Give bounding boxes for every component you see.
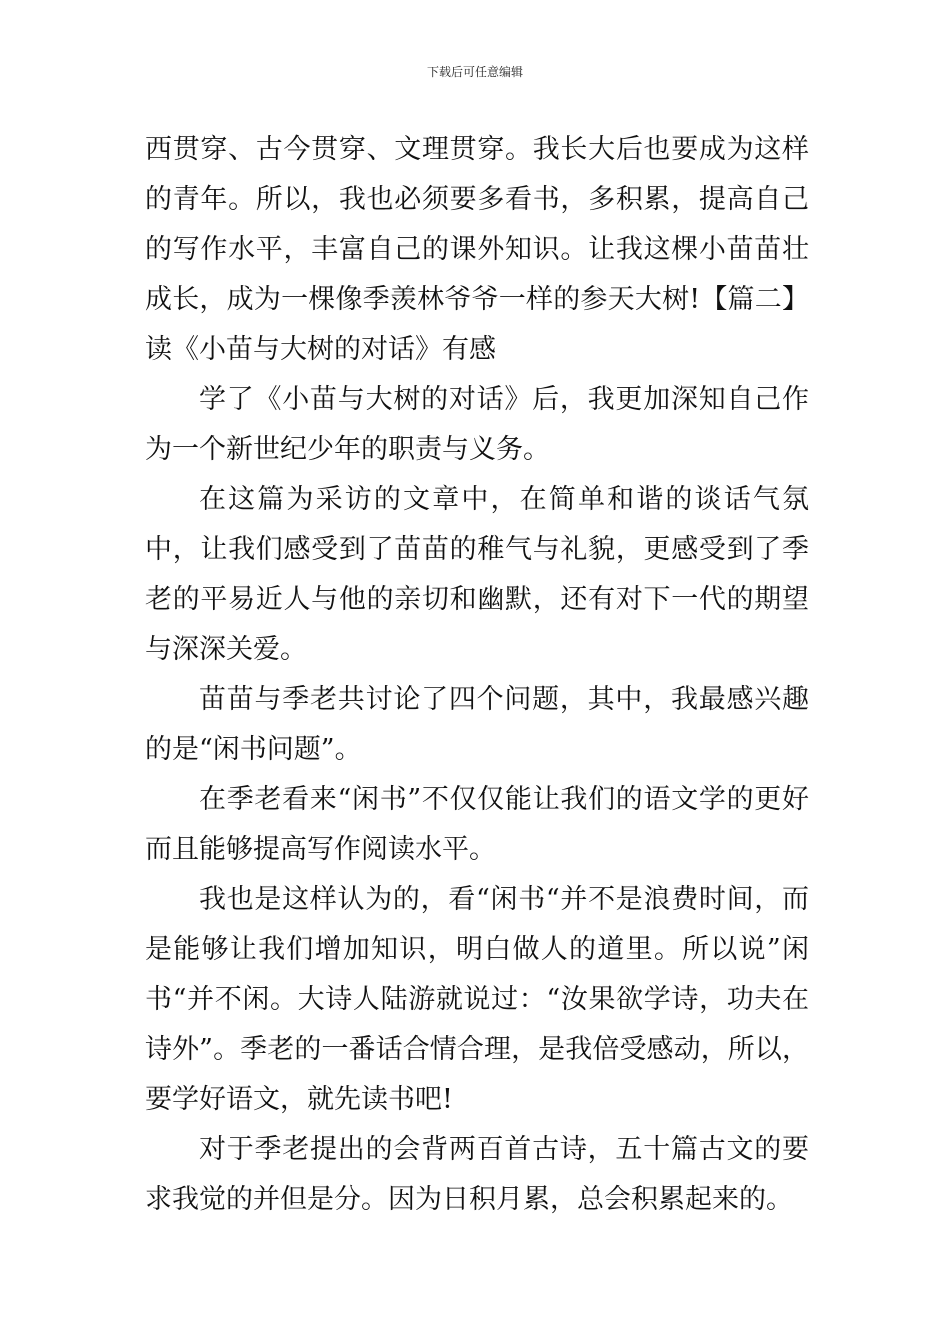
document-body — [145, 125, 809, 1225]
page-header: 下载后可任意编辑 — [426, 65, 523, 79]
paragraph-3: 在这篇为采访的文章中，在简单和谐的谈话气氛中，让我们感受到了苗苗的稚气与礼貌，更感受到了季老的平易近人与他的亲切和幽默，还有对下一代的期望与深深关爱。 — [145, 484, 809, 665]
paragraph-5: 在季老看来“闲书”不仅仅能让我们的语文学的更好而且能够提高写作阅读水平。 — [145, 784, 809, 865]
paragraph-7: 对于季老提出的会背两百首古诗，五十篇古文的要求我觉的并但是分。因为日积月累，总会积累起来的。 — [145, 1134, 809, 1215]
paragraph-4: 苗苗与季老共讨论了四个问题，其中，我最感兴趣的是“闲书问题”。 — [145, 684, 809, 765]
paragraph-6: 我也是这样认为的，看“闲书“并不是浪费时间，而是能够让我们增加知识，明白做人的道里。所以说”闲书“并不闲。大诗人陆游就说过：“汝果欲学诗，功夫在诗外”。季老的一番话合情合理，是我倍受感动，所以，要学好语文，就先读书吧! — [145, 884, 809, 1115]
paragraph-1: 西贯穿、古今贯穿、文理贯穿。我长大后也要成为这样的青年。所以，我也必须要多看书，多积累，提高自己的写作水平，丰富自己的课外知识。让我这棵小苗苗壮成长，成为一棵像季羡林爷爷一样的参天大树!【篇二】读《小苗与大树的对话》有感 — [145, 134, 809, 365]
paragraph-2: 学了《小苗与大树的对话》后，我更加深知自己作为一个新世纪少年的职责与义务。 — [145, 384, 809, 465]
